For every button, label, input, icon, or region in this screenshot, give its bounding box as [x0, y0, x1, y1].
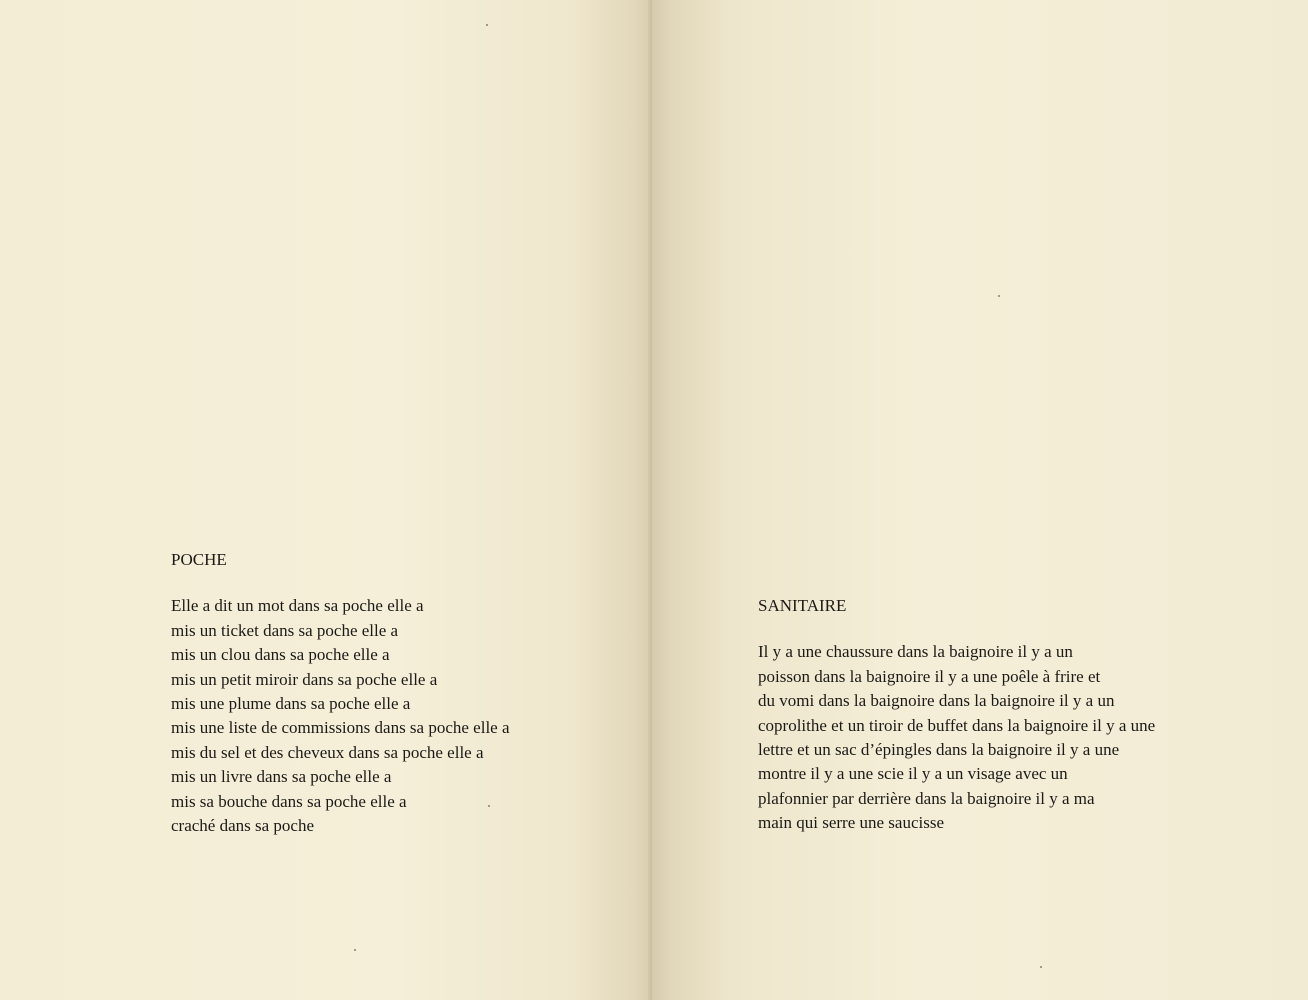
- poem-sanitaire: [758, 594, 1155, 836]
- poem-line: du vomi dans la baignoire dans la baignoire il y a un: [758, 691, 1115, 711]
- poem-line: plafonnier par derrière dans la baignoire il y a ma: [758, 788, 1095, 808]
- paper-speck: [486, 24, 488, 26]
- poem-line: mis un petit miroir dans sa poche elle a: [171, 669, 438, 689]
- poem-line: mis sa bouche dans sa poche elle a: [171, 791, 407, 811]
- poem-line: montre il y a une scie il y a un visage avec un: [758, 764, 1068, 784]
- poem-line: Il y a une chaussure dans la baignoire il y a un: [758, 642, 1073, 662]
- poem-poche: [171, 548, 510, 838]
- paper-speck: [488, 805, 490, 807]
- left-page: [0, 0, 652, 1000]
- poem-line: mis un ticket dans sa poche elle a: [171, 620, 399, 640]
- paper-speck: [354, 949, 356, 951]
- paper-speck: [998, 295, 1000, 297]
- poem-line: mis une plume dans sa poche elle a: [171, 694, 411, 714]
- paper-speck: [1040, 966, 1042, 968]
- poem-line: craché dans sa poche: [171, 816, 315, 836]
- right-page: [652, 0, 1308, 1000]
- poem-title-sanitaire: SANITAIRE: [758, 596, 847, 615]
- poem-line: mis du sel et des cheveux dans sa poche elle a: [171, 742, 484, 762]
- poem-line: mis un clou dans sa poche elle a: [171, 645, 390, 665]
- poem-line: poisson dans la baignoire il y a une poêle à frire et: [758, 666, 1101, 686]
- poem-line: Elle a dit un mot dans sa poche elle a: [171, 596, 424, 616]
- poem-line: mis un livre dans sa poche elle a: [171, 767, 392, 787]
- poem-line: lettre et un sac d’épingles dans la baignoire il y a une: [758, 740, 1120, 760]
- poem-line: main qui serre une saucisse: [758, 813, 944, 833]
- poem-title-poche: POCHE: [171, 550, 227, 569]
- poem-line: coprolithe et un tiroir de buffet dans la baignoire il y a une: [758, 715, 1156, 735]
- poem-line: mis une liste de commissions dans sa poche elle a: [171, 718, 510, 738]
